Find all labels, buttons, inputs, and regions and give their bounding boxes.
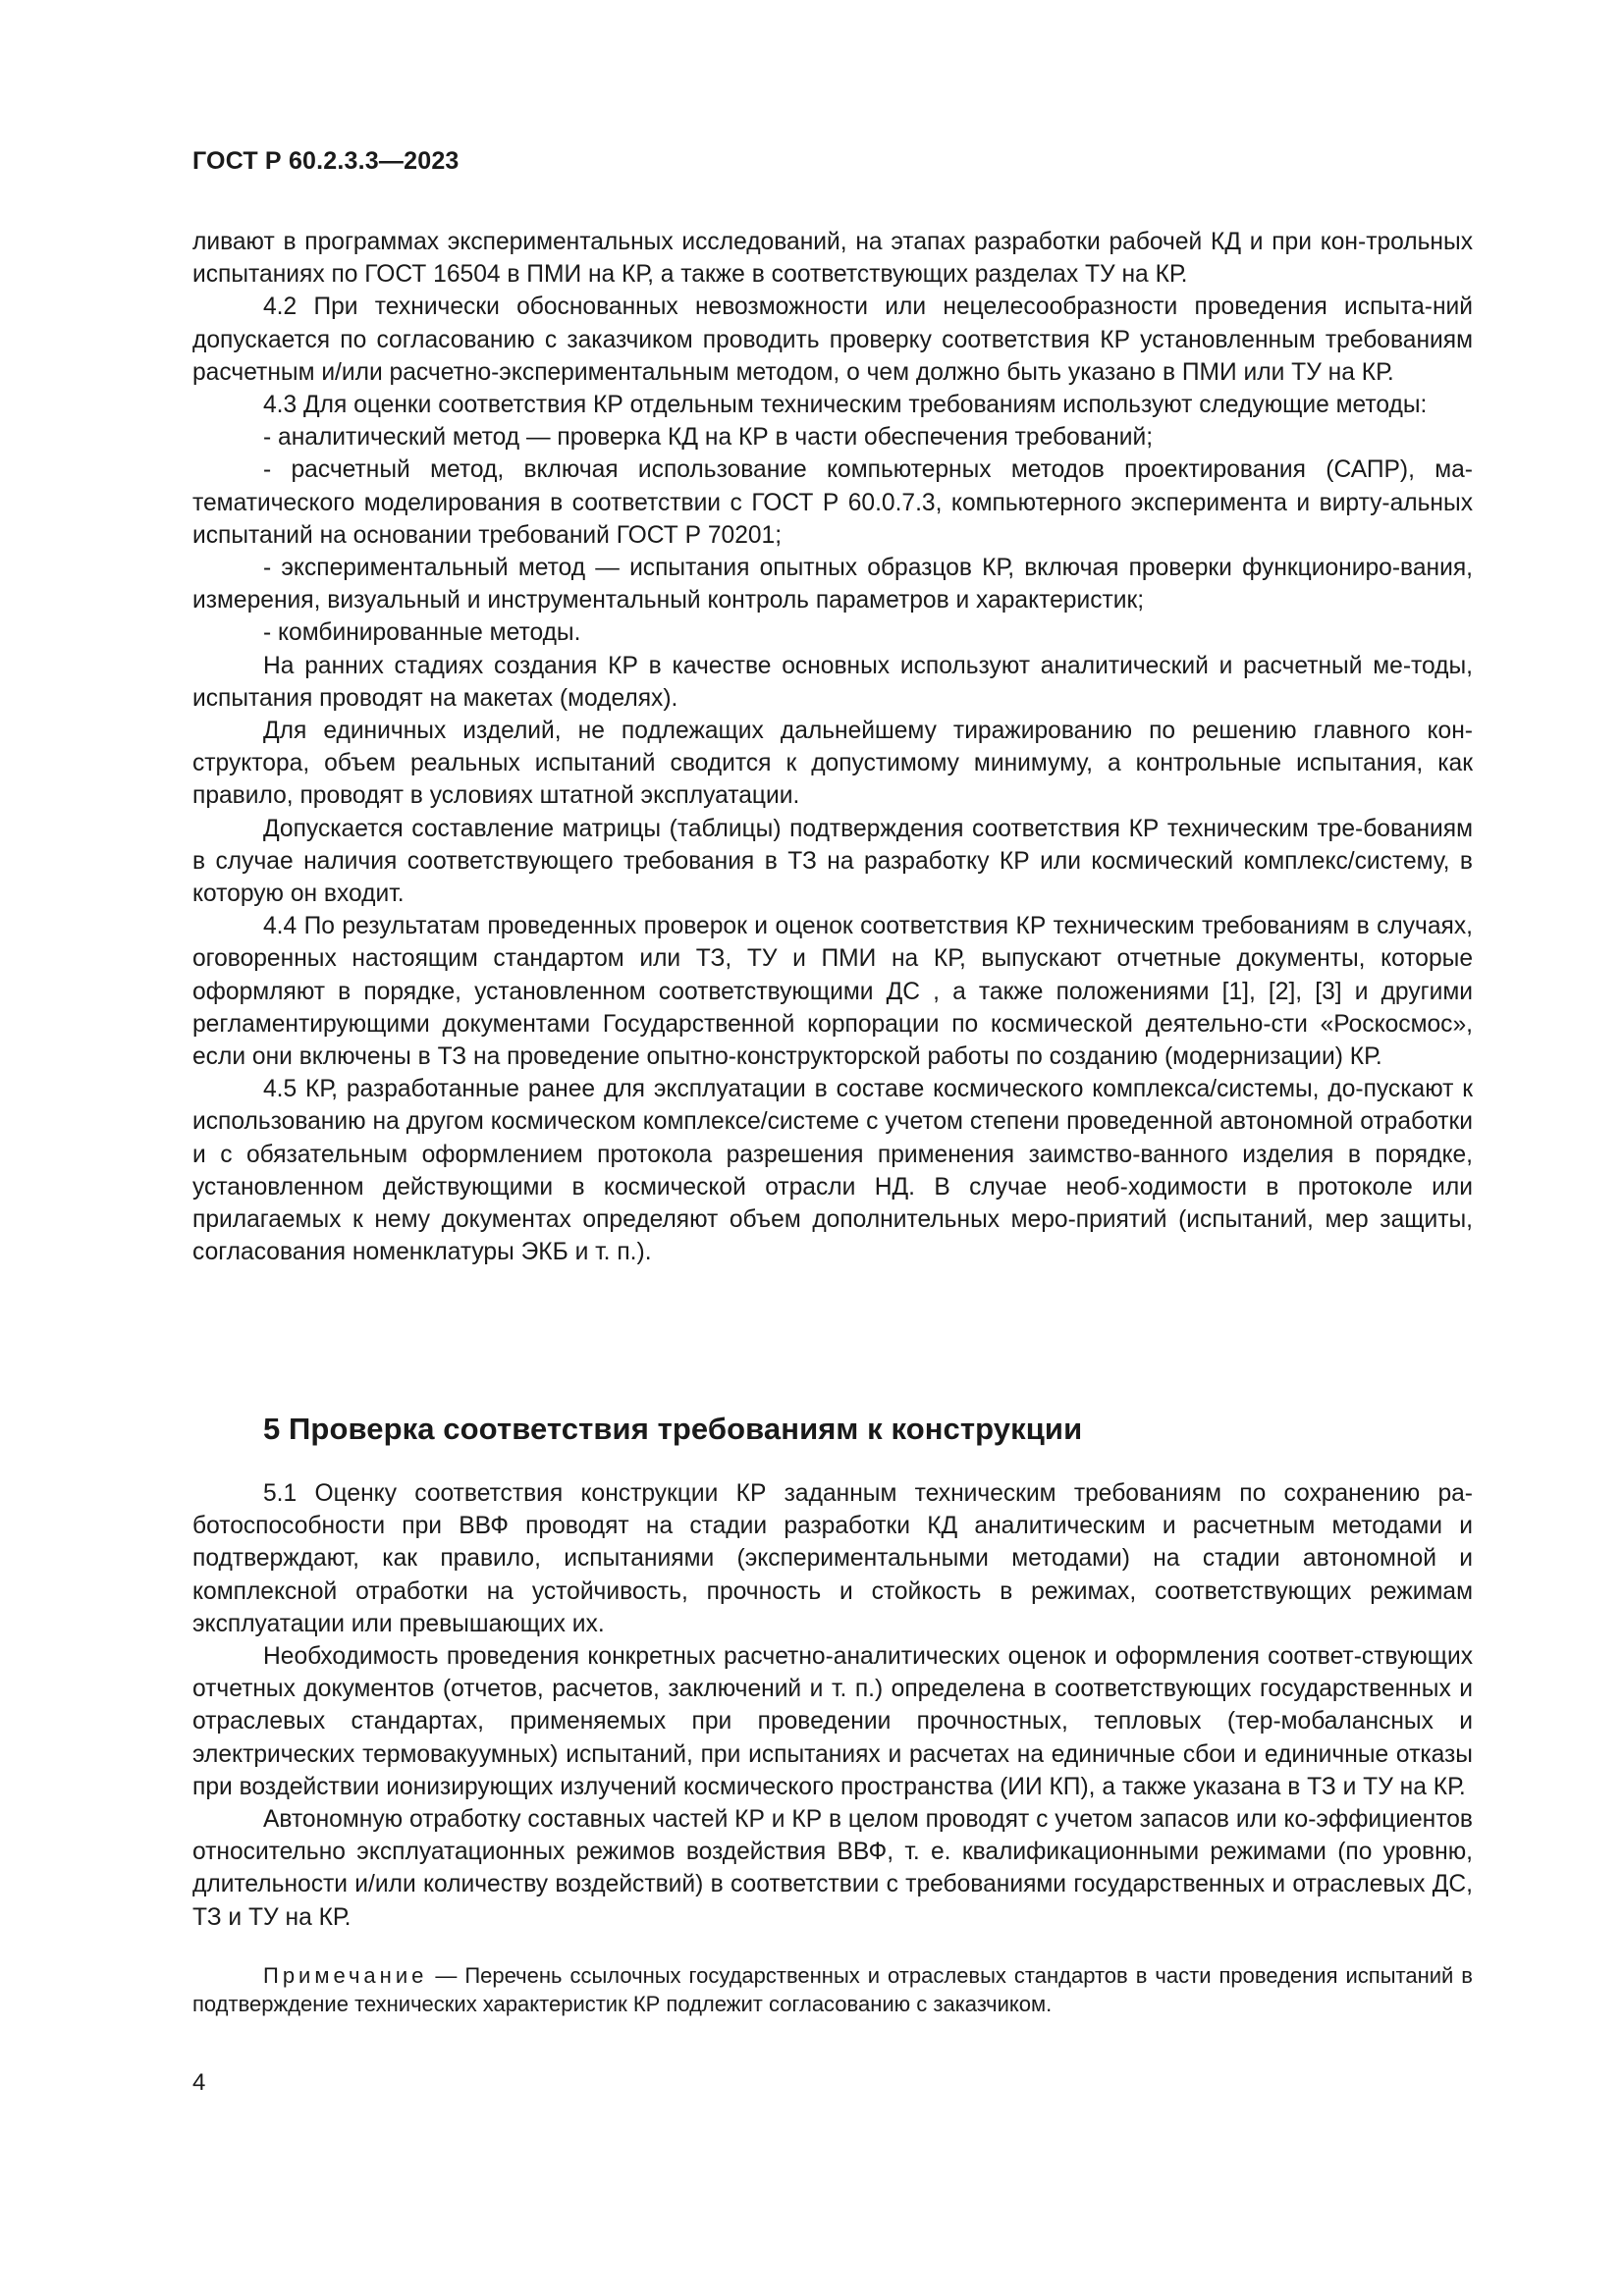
list-item-experimental: - экспериментальный метод — испытания опытных образцов КР, включая проверки функциониро-вания, измерения, визуальный и инструментальный контроль параметров и характеристик; [192,555,1473,614]
list-item-combined: - комбинированные методы. [263,619,581,647]
note-paragraph [192,1961,1473,2018]
paragraph-single-items: Для единичных изделий, не подлежащих дальнейшему тиражированию по решению главного кон-структора, объем реальных испытаний сводится к допустимому минимуму, а контрольные испытания, как правило, проводят в условиях штатной эксплуатации. [192,718,1473,810]
paragraph-4-2: 4.2 При технически обоснованных невозможности или нецелесообразности проведения испыта-ний допускается по согласованию с заказчиком проводить проверку соответствия КР установленным требованиям расчетным и/или расчетно-экспериментальным методом, о чем должно быть указано в ПМИ или ТУ на КР. [192,294,1473,386]
paragraph-necessity: Необходимость проведения конкретных расчетно-аналитических оценок и оформления соответ-ствующих отчетных документов (отчетов, расчетов, заключений и т. п.) определена в соответствующих государственных и отраслевых стандартах, применяемых при проведении прочностных, тепловых (тер-мобалансных и электрических термовакуумных) испытаний, при испытаниях и расчетах на единичные сбои и единичные отказы при воздействии ионизирующих излучений космического пространства (ИИ КП), а также указана в ТЗ и ТУ на КР. [192,1643,1473,1800]
note-label: Примечание [263,1963,428,1988]
paragraph-autonomous: Автономную отработку составных частей КР и КР в целом проводят с учетом запасов или ко-эффициентов относительно эксплуатационных режимов воздействия ВВФ, т. е. квалификационными режимами (по уровню, длительности и/или количеству воздействий) в соответствии с требованиями государственных и отраслевых ДС, ТЗ и ТУ на КР. [192,1806,1473,1931]
paragraph-matrix: Допускается составление матрицы (таблицы) подтверждения соответствия КР техническим тре-бованиям в случае наличия соответствующего требования в ТЗ на разработку КР или космический комплекс/систему, в которую он входит. [192,815,1473,908]
page-number: 4 [192,2069,206,2096]
paragraph-4-5: 4.5 КР, разработанные ранее для эксплуатации в составе космического комплекса/системы, до-пускают к использованию на другом космическом комплексе/системе с учетом степени проведенной автономной отработки и с обязательным оформлением протокола разрешения применения заимство-ванного изделия в порядке, установленном действующими в космической отрасли НД. В случае необ-ходимости в протоколе или прилагаемых к нему документах определяют объем дополнительных меро-приятий (испытаний, мер защиты, согласования номенклатуры ЭКБ и т. п.). [192,1076,1473,1266]
section-5-body [192,1477,1473,1934]
continuation-paragraph: ливают в программах экспериментальных исследований, на этапах разработки рабочей КД и при кон-трольных испытаниях по ГОСТ 16504 в ПМИ на КР, а также в соответствующих разделах ТУ на КР. [192,229,1473,289]
document-code-header: ГОСТ Р 60.2.3.3—2023 [192,147,460,175]
paragraph-early-stages: На ранних стадиях создания КР в качестве основных используют аналитический и расчетный ме-тоды, испытания проводят на макетах (моделях). [192,652,1473,712]
paragraph-4-3: 4.3 Для оценки соответствия КР отдельным техническим требованиям используют следующие методы: [263,392,1428,419]
note-dash: — [427,1963,465,1988]
list-item-calculation: - расчетный метод, включая использование компьютерных методов проектирования (САПР), ма-тематического моделирования в соответствии с ГОСТ Р 60.0.7.3, компьютерного эксперимента и вирту-альных испытаний на основании требований ГОСТ Р 70201; [192,456,1473,549]
paragraph-5-1: 5.1 Оценку соответствия конструкции КР заданным техническим требованиям по сохранению ра-ботоспособности при ВВФ проводят на стадии разработки КД аналитическим и расчетным методами и подтверждают, как правило, испытаниями (экспериментальными методами) на стадии автономной и комплексной отработки на устойчивость, прочность и стойкость в режимах, соответствующих режимам эксплуатации или превышающих их. [192,1480,1473,1637]
note-text: Перечень ссылочных государственных и отраслевых стандартов в части проведения испытаний в подтверждение технических характеристик КР подлежит согласованию с заказчиком. [192,1963,1473,2016]
paragraph-4-4: 4.4 По результатам проведенных проверок и оценок соответствия КР техническим требованиям в случаях, оговоренных настоящим стандартом или ТЗ, ТУ и ПМИ на КР, выпускают отчетные документы, которые оформляют в порядке, установленном соответствующими ДС , а также положениями [1], [2], [3] и другими регламентирующими документами Государственной корпорации по космической деятельно-сти «Роскосмос», если они включены в ТЗ на проведение опытно-конструкторской работы по созданию (модернизации) КР. [192,913,1473,1071]
section-5-heading: 5 Проверка соответствия требованиям к конструкции [263,1412,1083,1446]
section-4-continued [192,226,1473,1269]
list-item-analytical: - аналитический метод — проверка КД на КР в части обеспечения требований; [263,424,1154,452]
